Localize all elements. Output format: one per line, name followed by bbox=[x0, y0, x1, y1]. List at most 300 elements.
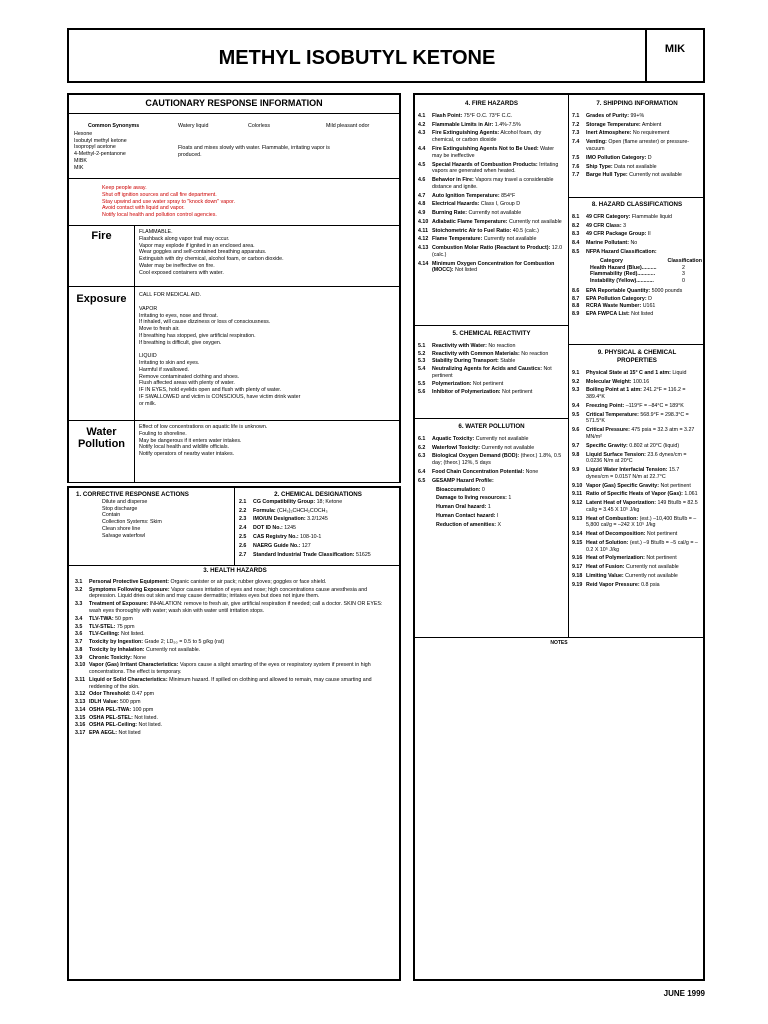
nfpa-category: Flammability (Red)............ bbox=[590, 271, 656, 278]
property-row bbox=[75, 579, 395, 586]
property-value: No requirement bbox=[631, 130, 670, 137]
divider bbox=[69, 565, 399, 566]
property-value: Flammable liquid bbox=[630, 213, 672, 220]
property-value: Currently not available bbox=[624, 564, 679, 571]
property-label: CG Compatibility Group: bbox=[253, 498, 316, 505]
property-value: 108-10-1 bbox=[298, 534, 322, 540]
property-value: 12.0 (calc.) bbox=[432, 245, 563, 258]
property-value: Not listed. bbox=[132, 714, 158, 721]
property-number: 6.3 bbox=[418, 453, 426, 460]
property-row bbox=[75, 639, 395, 646]
property-number: 4.12 bbox=[418, 236, 429, 243]
property-number: 8.5 bbox=[572, 249, 580, 255]
property-value: Currently not available. bbox=[144, 646, 201, 653]
exposure-line: If breathing has stopped, give artificial respiration. bbox=[139, 332, 256, 339]
property-label: NAERG Guide No.: bbox=[253, 542, 301, 549]
property-row bbox=[418, 343, 565, 350]
property-value: 18; Ketone bbox=[315, 498, 343, 505]
water-text bbox=[139, 424, 394, 458]
property-value: 3.2/1245 bbox=[305, 516, 328, 523]
property-row bbox=[418, 146, 565, 160]
property-number: 2.1 bbox=[239, 498, 247, 505]
property-value: Ambient bbox=[640, 121, 662, 128]
property-value: 149 Btu/lb = 82.5 cal/g = 3.45 X 10⁵ J/kg bbox=[586, 500, 698, 513]
property-number: 9.8 bbox=[572, 451, 580, 458]
property-number: 3.14 bbox=[75, 706, 86, 713]
property-number: 4.7 bbox=[418, 192, 426, 199]
property-value: Currently not available bbox=[627, 172, 682, 179]
property-row bbox=[572, 555, 702, 562]
action-item: Shut off ignition sources and call fire department. bbox=[102, 191, 217, 198]
property-number: 7.2 bbox=[572, 121, 580, 128]
property-row bbox=[572, 214, 702, 221]
property-value: 0.8 psia bbox=[639, 581, 660, 588]
property-value: Irritating vapors are generated when heated. bbox=[432, 161, 559, 175]
property-label: Limiting Value: bbox=[586, 573, 624, 580]
property-label: Grades of Purity: bbox=[586, 112, 629, 119]
property-value: 5000 pounds bbox=[650, 287, 683, 294]
property-value: II bbox=[646, 231, 651, 238]
column-divider bbox=[234, 488, 235, 565]
property-row bbox=[572, 403, 702, 410]
property-value: Vapors cause a slight smarting of the eyes or respiratory system if present in high concentrations. The effect is temporary. bbox=[89, 662, 371, 676]
property-row bbox=[572, 412, 702, 426]
property-label: Storage Temperature: bbox=[586, 121, 641, 128]
property-row bbox=[572, 240, 702, 247]
property-value: Open (flame arrester) or pressure-vacuum bbox=[586, 139, 690, 152]
nfpa-value: 3 bbox=[682, 271, 685, 278]
exposure-label: Exposure bbox=[76, 293, 127, 305]
property-number: 3.7 bbox=[75, 639, 83, 646]
property-label: Ship Type: bbox=[586, 163, 613, 170]
property-number: 4.14 bbox=[418, 260, 429, 267]
property-number: 9.11 bbox=[572, 491, 583, 498]
property-number: 9.16 bbox=[572, 555, 583, 562]
property-value: 0.802 at 20°C (liquid) bbox=[627, 442, 680, 449]
property-label: OSHA PEL-STEL: bbox=[89, 714, 133, 721]
property-row bbox=[436, 487, 565, 494]
water-line: Notify operators of nearby water intakes. bbox=[139, 451, 235, 458]
property-number: 3.3 bbox=[75, 601, 83, 608]
property-row bbox=[418, 261, 565, 275]
property-number: 4.3 bbox=[418, 130, 426, 137]
property-row bbox=[418, 130, 565, 144]
property-value: Minimum hazard. If spilled on clothing and allowed to remain, may cause smarting and reddening of the skin. bbox=[89, 676, 372, 690]
property-number: 3.12 bbox=[75, 691, 86, 698]
property-number: 4.4 bbox=[418, 146, 426, 152]
property-number: 9.4 bbox=[572, 402, 580, 409]
divider bbox=[569, 197, 703, 198]
property-row bbox=[572, 500, 702, 514]
property-row bbox=[572, 155, 702, 162]
property-value: Currently not available bbox=[479, 444, 535, 451]
property-label: Minimum Oxygen Concentration for Combustion (MOCC): bbox=[432, 260, 555, 274]
property-label: Electrical Hazards: bbox=[432, 201, 480, 208]
property-number: 9.7 bbox=[572, 442, 580, 449]
property-label: Combustion Molar Ratio (Reactant to Product): bbox=[432, 245, 551, 252]
property-label: Flammable Limits in Air: bbox=[432, 121, 494, 128]
property-row bbox=[418, 366, 565, 380]
nfpa-row bbox=[590, 278, 702, 285]
nfpa-row bbox=[590, 265, 702, 272]
property-row bbox=[418, 210, 565, 217]
fire-label: Fire bbox=[91, 230, 112, 242]
property-number: 3.4 bbox=[75, 615, 83, 622]
property-value: No bbox=[628, 240, 638, 247]
property-number: 3.17 bbox=[75, 730, 86, 737]
property-value: X bbox=[496, 521, 502, 528]
chemical-designations bbox=[239, 491, 397, 560]
property-row bbox=[75, 677, 395, 691]
property-value: Data not available bbox=[612, 163, 657, 170]
property-number: 9.5 bbox=[572, 411, 580, 418]
property-number: 5.3 bbox=[418, 358, 426, 365]
property-row bbox=[239, 552, 397, 559]
property-row bbox=[572, 452, 702, 466]
property-value: INHALATION: remove to fresh air, give artificial respiration if needed; call a doctor. SKIN OR EYES: wash eyes thoroughly with water; wash skin with water until irritation stops. bbox=[89, 601, 383, 614]
property-value: 1245 bbox=[282, 525, 296, 532]
property-row bbox=[75, 616, 395, 623]
property-number: 2.7 bbox=[239, 551, 247, 558]
synonyms-block bbox=[74, 123, 174, 171]
property-label: Chronic Toxicity: bbox=[89, 654, 132, 661]
property-value: Not pertinent bbox=[500, 388, 533, 395]
property-label: Stability During Transport: bbox=[432, 358, 499, 365]
property-label: Waterfowl Toxicity: bbox=[432, 444, 480, 451]
property-number: 7.6 bbox=[572, 163, 580, 170]
property-label: Freezing Point: bbox=[586, 402, 625, 409]
property-row bbox=[75, 647, 395, 654]
property-value: 1.4%-7.5% bbox=[493, 121, 521, 128]
property-label: Heat of Fusion: bbox=[586, 564, 625, 571]
property-number: 7.7 bbox=[572, 172, 580, 179]
nfpa-row bbox=[590, 271, 702, 278]
property-number: 5.1 bbox=[418, 342, 426, 349]
hazard-classifications bbox=[572, 201, 702, 319]
property-number: 4.10 bbox=[418, 218, 429, 225]
divider bbox=[69, 225, 399, 226]
property-value: 0.47 ppm bbox=[130, 691, 155, 698]
property-label: Flash Point: bbox=[432, 112, 463, 119]
water-pollution-label bbox=[69, 426, 134, 450]
property-row bbox=[418, 177, 565, 191]
property-row bbox=[572, 443, 702, 450]
physical-properties bbox=[572, 349, 702, 591]
property-row bbox=[572, 223, 702, 230]
property-number: 8.2 bbox=[572, 222, 580, 229]
property-number: 7.5 bbox=[572, 154, 580, 161]
property-value: 241.2°F = 116.2 = 389.4°K bbox=[586, 387, 686, 401]
property-label: Human Contact hazard: bbox=[436, 512, 496, 519]
fire-line: Cool exposed containers with water. bbox=[139, 269, 224, 276]
property-row bbox=[572, 311, 702, 318]
property-row bbox=[436, 495, 565, 502]
property-label: Odor Threshold: bbox=[89, 691, 131, 698]
exposure-line: Remove contaminated clothing and shoes. bbox=[139, 373, 240, 380]
property-row bbox=[572, 427, 702, 441]
property-value: I bbox=[495, 512, 499, 519]
property-label: Reid Vapor Pressure: bbox=[586, 581, 640, 588]
property-number: 9.12 bbox=[572, 500, 583, 507]
property-value: (est.) –10,400 Btu/lb = –5,800 cal/g = –242 X 10⁵ J/kg bbox=[586, 515, 697, 529]
property-value: Stable bbox=[498, 358, 516, 365]
exposure-line: LIQUID bbox=[139, 353, 157, 360]
property-row bbox=[418, 358, 565, 365]
property-row bbox=[572, 564, 702, 571]
property-number: 4.1 bbox=[418, 112, 426, 119]
divider bbox=[69, 420, 399, 421]
property-row bbox=[75, 691, 395, 698]
property-row bbox=[418, 453, 565, 467]
synonym: Isopropyl acetone bbox=[74, 144, 116, 151]
water-line: Fouling to shoreline. bbox=[139, 430, 187, 437]
property-number: 3.8 bbox=[75, 646, 83, 653]
exposure-line: Flush affected areas with plenty of water. bbox=[139, 380, 235, 387]
physical-color: Colorless bbox=[248, 123, 271, 129]
fire-line: FLAMMABLE. bbox=[139, 229, 173, 235]
property-row bbox=[572, 491, 702, 498]
property-number: 8.4 bbox=[572, 240, 580, 247]
property-number: 4.13 bbox=[418, 245, 429, 252]
corrective-item: Clean shore line bbox=[102, 526, 141, 532]
property-number: 5.6 bbox=[418, 388, 426, 395]
property-value: Not pertinent bbox=[645, 531, 678, 538]
property-value: Not listed. bbox=[119, 631, 145, 638]
property-value: (theor.) 1.8%, 0.5 day; (theor.) 12%, 5 days bbox=[432, 453, 562, 467]
property-label: EPA Pollution Category: bbox=[586, 295, 647, 302]
property-label: Heat of Polymerization: bbox=[586, 555, 645, 562]
property-label: OSHA PEL-Ceiling: bbox=[89, 722, 138, 729]
property-value: 1 bbox=[486, 504, 491, 511]
property-row bbox=[418, 381, 565, 388]
property-label: Physical State at 15° C and 1 atm: bbox=[586, 369, 671, 376]
property-number: 9.3 bbox=[572, 387, 580, 394]
property-label: Latent Heat of Vaporization: bbox=[586, 500, 657, 507]
property-row bbox=[572, 139, 702, 153]
property-number: 4.11 bbox=[418, 227, 429, 234]
exposure-line: Move to fresh air. bbox=[139, 326, 180, 333]
property-row bbox=[418, 445, 565, 452]
property-row bbox=[239, 508, 397, 515]
property-value: 99+% bbox=[628, 112, 645, 119]
property-number: 9.6 bbox=[572, 427, 580, 434]
shipping-header: 7. SHIPPING INFORMATION bbox=[596, 100, 678, 107]
property-row bbox=[572, 303, 702, 310]
property-row bbox=[75, 624, 395, 631]
physical-header-2: PROPERTIES bbox=[617, 356, 657, 364]
property-label: Specific Gravity: bbox=[586, 442, 628, 449]
property-value: Currently not available bbox=[467, 210, 522, 217]
property-row bbox=[239, 516, 397, 523]
property-row bbox=[418, 469, 565, 476]
property-label: Liquid Water Interfacial Tension: bbox=[586, 467, 668, 474]
property-label: Fire Extinguishing Agents: bbox=[432, 130, 500, 137]
property-value: –119°F = –84°C = 189°K bbox=[624, 402, 684, 409]
fire-hazards bbox=[418, 100, 565, 276]
action-item: Avoid contact with liquid and vapor. bbox=[102, 205, 185, 212]
property-row bbox=[75, 730, 395, 737]
property-row bbox=[572, 582, 702, 589]
water-label-line: Pollution bbox=[77, 438, 126, 451]
property-number: 4.2 bbox=[418, 121, 426, 128]
water-pollution-header: 6. WATER POLLUTION bbox=[458, 423, 525, 430]
property-label: Vapor (Gas) Specific Gravity: bbox=[586, 482, 660, 489]
divider bbox=[69, 178, 399, 179]
property-label: Stoichometric Air to Fuel Ratio: bbox=[432, 227, 512, 234]
property-value: 568.9°F = 298.3°C = 571.5°K bbox=[586, 411, 689, 425]
property-row bbox=[572, 113, 702, 120]
property-label: EPA Reportable Quantity: bbox=[586, 287, 651, 294]
property-number: 9.1 bbox=[572, 369, 580, 376]
property-row bbox=[75, 601, 395, 615]
property-label: Treatment of Exposure: bbox=[89, 601, 149, 608]
property-value: 475 psia = 32.3 atm = 3.27 MN/m² bbox=[586, 427, 695, 440]
property-value: 51625 bbox=[354, 551, 371, 558]
property-value: Organic canister or air pack; rubber gloves; goggles or face shield. bbox=[169, 578, 327, 585]
property-row bbox=[418, 351, 565, 358]
property-value: 40.5 (calc.) bbox=[511, 227, 539, 234]
property-row bbox=[418, 436, 565, 443]
property-label: Molecular Weight: bbox=[586, 378, 632, 385]
property-value: Class I, Group D bbox=[479, 201, 521, 208]
property-number: 3.2 bbox=[75, 586, 83, 593]
water-line: Effect of low concentrations on aquatic life is unknown. bbox=[139, 424, 268, 430]
synonym: 4-Methyl-2-pentanone bbox=[74, 151, 126, 158]
water-label-line: Water bbox=[86, 426, 117, 438]
notes-label: NOTES bbox=[550, 640, 568, 646]
divider bbox=[69, 113, 399, 114]
property-number: 4.5 bbox=[418, 161, 426, 168]
exposure-line: IF SWALLOWED and victim is CONSCIOUS, have victim drink water bbox=[139, 393, 301, 400]
divider bbox=[569, 344, 703, 345]
designations-header: 2. CHEMICAL DESIGNATIONS bbox=[274, 491, 362, 498]
property-label: Toxicity by Ingestion: bbox=[89, 639, 144, 646]
property-label: Boiling Point at 1 atm: bbox=[586, 387, 642, 394]
property-number: 9.19 bbox=[572, 581, 583, 588]
property-row bbox=[75, 631, 395, 638]
exposure-line: VAPOR bbox=[139, 305, 158, 312]
property-row bbox=[75, 715, 395, 722]
property-row bbox=[75, 707, 395, 714]
fire-line: Flashback along vapor trail may occur. bbox=[139, 235, 230, 242]
property-number: 2.4 bbox=[239, 525, 247, 532]
property-row bbox=[572, 288, 702, 295]
property-number: 6.1 bbox=[418, 435, 426, 442]
exposure-text bbox=[139, 292, 394, 407]
property-value: D bbox=[646, 295, 652, 302]
property-row bbox=[239, 534, 397, 541]
property-value: Currently not available bbox=[623, 573, 678, 580]
synonyms-label: Common Synonyms bbox=[88, 123, 140, 129]
property-row bbox=[418, 201, 565, 208]
divider bbox=[415, 325, 568, 326]
property-row bbox=[75, 662, 395, 676]
property-label: Food Chain Concentration Potential: bbox=[432, 469, 525, 475]
cautionary-header: CAUTIONARY RESPONSE INFORMATION bbox=[145, 98, 323, 108]
property-label: Liquid or Solid Characteristics: bbox=[89, 676, 168, 683]
property-row bbox=[572, 516, 702, 530]
property-label: Venting: bbox=[586, 139, 607, 146]
fire-text bbox=[139, 229, 394, 276]
property-number: 3.15 bbox=[75, 714, 86, 721]
corrective-item: Salvage waterfowl bbox=[102, 532, 145, 539]
exposure-line: Irritating to eyes, nose and throat. bbox=[139, 312, 218, 319]
property-number: 2.2 bbox=[239, 507, 247, 514]
title-box bbox=[67, 28, 705, 83]
synonym: Hexone bbox=[74, 130, 93, 137]
property-row bbox=[436, 504, 565, 511]
property-label: Standard Industrial Trade Classification: bbox=[253, 551, 355, 558]
property-label: Inhibitor of Polymerization: bbox=[432, 388, 501, 395]
health-hazards bbox=[75, 567, 395, 738]
property-number: 2.5 bbox=[239, 534, 247, 540]
property-row bbox=[436, 513, 565, 520]
property-label: Reactivity with Water: bbox=[432, 342, 487, 349]
property-row bbox=[418, 162, 565, 176]
property-row bbox=[418, 478, 565, 485]
property-value: Alcohol foam, dry chemical, or carbon dioxide bbox=[432, 130, 542, 144]
exposure-line: If breathing is difficult, give oxygen. bbox=[139, 339, 222, 346]
property-row bbox=[418, 122, 565, 129]
property-label: Neutralizing Agents for Acids and Caustics: bbox=[432, 366, 542, 373]
water-line: Notify local health and wildlife officials. bbox=[139, 444, 229, 451]
property-number: 3.5 bbox=[75, 623, 83, 630]
property-row bbox=[572, 483, 702, 490]
property-row bbox=[572, 122, 702, 129]
property-label: Barge Hull Type: bbox=[586, 172, 628, 179]
exposure-line: or milk. bbox=[139, 400, 157, 407]
physical-form: Watery liquid bbox=[178, 123, 209, 129]
property-row bbox=[572, 172, 702, 179]
property-label: Critical Pressure: bbox=[586, 427, 630, 434]
property-number: 9.10 bbox=[572, 482, 583, 489]
property-value: Not listed bbox=[117, 730, 141, 737]
property-value: Not pertinent bbox=[471, 380, 504, 387]
property-number: 8.1 bbox=[572, 213, 580, 220]
property-number: 9.2 bbox=[572, 378, 580, 385]
property-label: Marine Pollutant: bbox=[586, 240, 629, 247]
property-value: 100 ppm bbox=[131, 706, 154, 713]
physical-header: 9. PHYSICAL & CHEMICAL bbox=[597, 349, 677, 356]
property-value: Liquid bbox=[670, 369, 687, 376]
property-label: OSHA PEL-TWA: bbox=[89, 706, 132, 713]
property-value: Not listed bbox=[453, 267, 478, 274]
corrective-item: Stop discharge bbox=[102, 505, 138, 512]
property-label: Vapor (Gas) Irritant Characteristics: bbox=[89, 662, 179, 669]
water-line: May be dangerous if it enters water intakes. bbox=[139, 437, 242, 444]
property-number: 8.6 bbox=[572, 287, 580, 294]
property-label: Damage to living resources: bbox=[436, 495, 507, 502]
property-number: 5.2 bbox=[418, 350, 426, 357]
property-value: 3 bbox=[621, 222, 627, 229]
property-row bbox=[239, 499, 397, 506]
property-label: Aquatic Toxicity: bbox=[432, 435, 475, 442]
property-value: None bbox=[524, 469, 539, 475]
property-label: Human Oral hazard: bbox=[436, 504, 487, 511]
label-divider bbox=[134, 225, 135, 482]
property-number: 3.10 bbox=[75, 662, 86, 669]
health-header: 3. HEALTH HAZARDS bbox=[203, 567, 267, 574]
property-label: Adiabatic Flame Temperature: bbox=[432, 218, 508, 225]
property-number: 9.17 bbox=[572, 564, 583, 571]
shipping-information bbox=[572, 100, 702, 181]
property-label: Heat of Solution: bbox=[586, 539, 629, 546]
property-number: 9.15 bbox=[572, 539, 583, 546]
property-label: Formula: bbox=[253, 507, 276, 514]
exposure-line: CALL FOR MEDICAL AID. bbox=[139, 292, 202, 298]
property-label: TLV-Ceiling: bbox=[89, 631, 120, 638]
divider bbox=[69, 286, 399, 287]
